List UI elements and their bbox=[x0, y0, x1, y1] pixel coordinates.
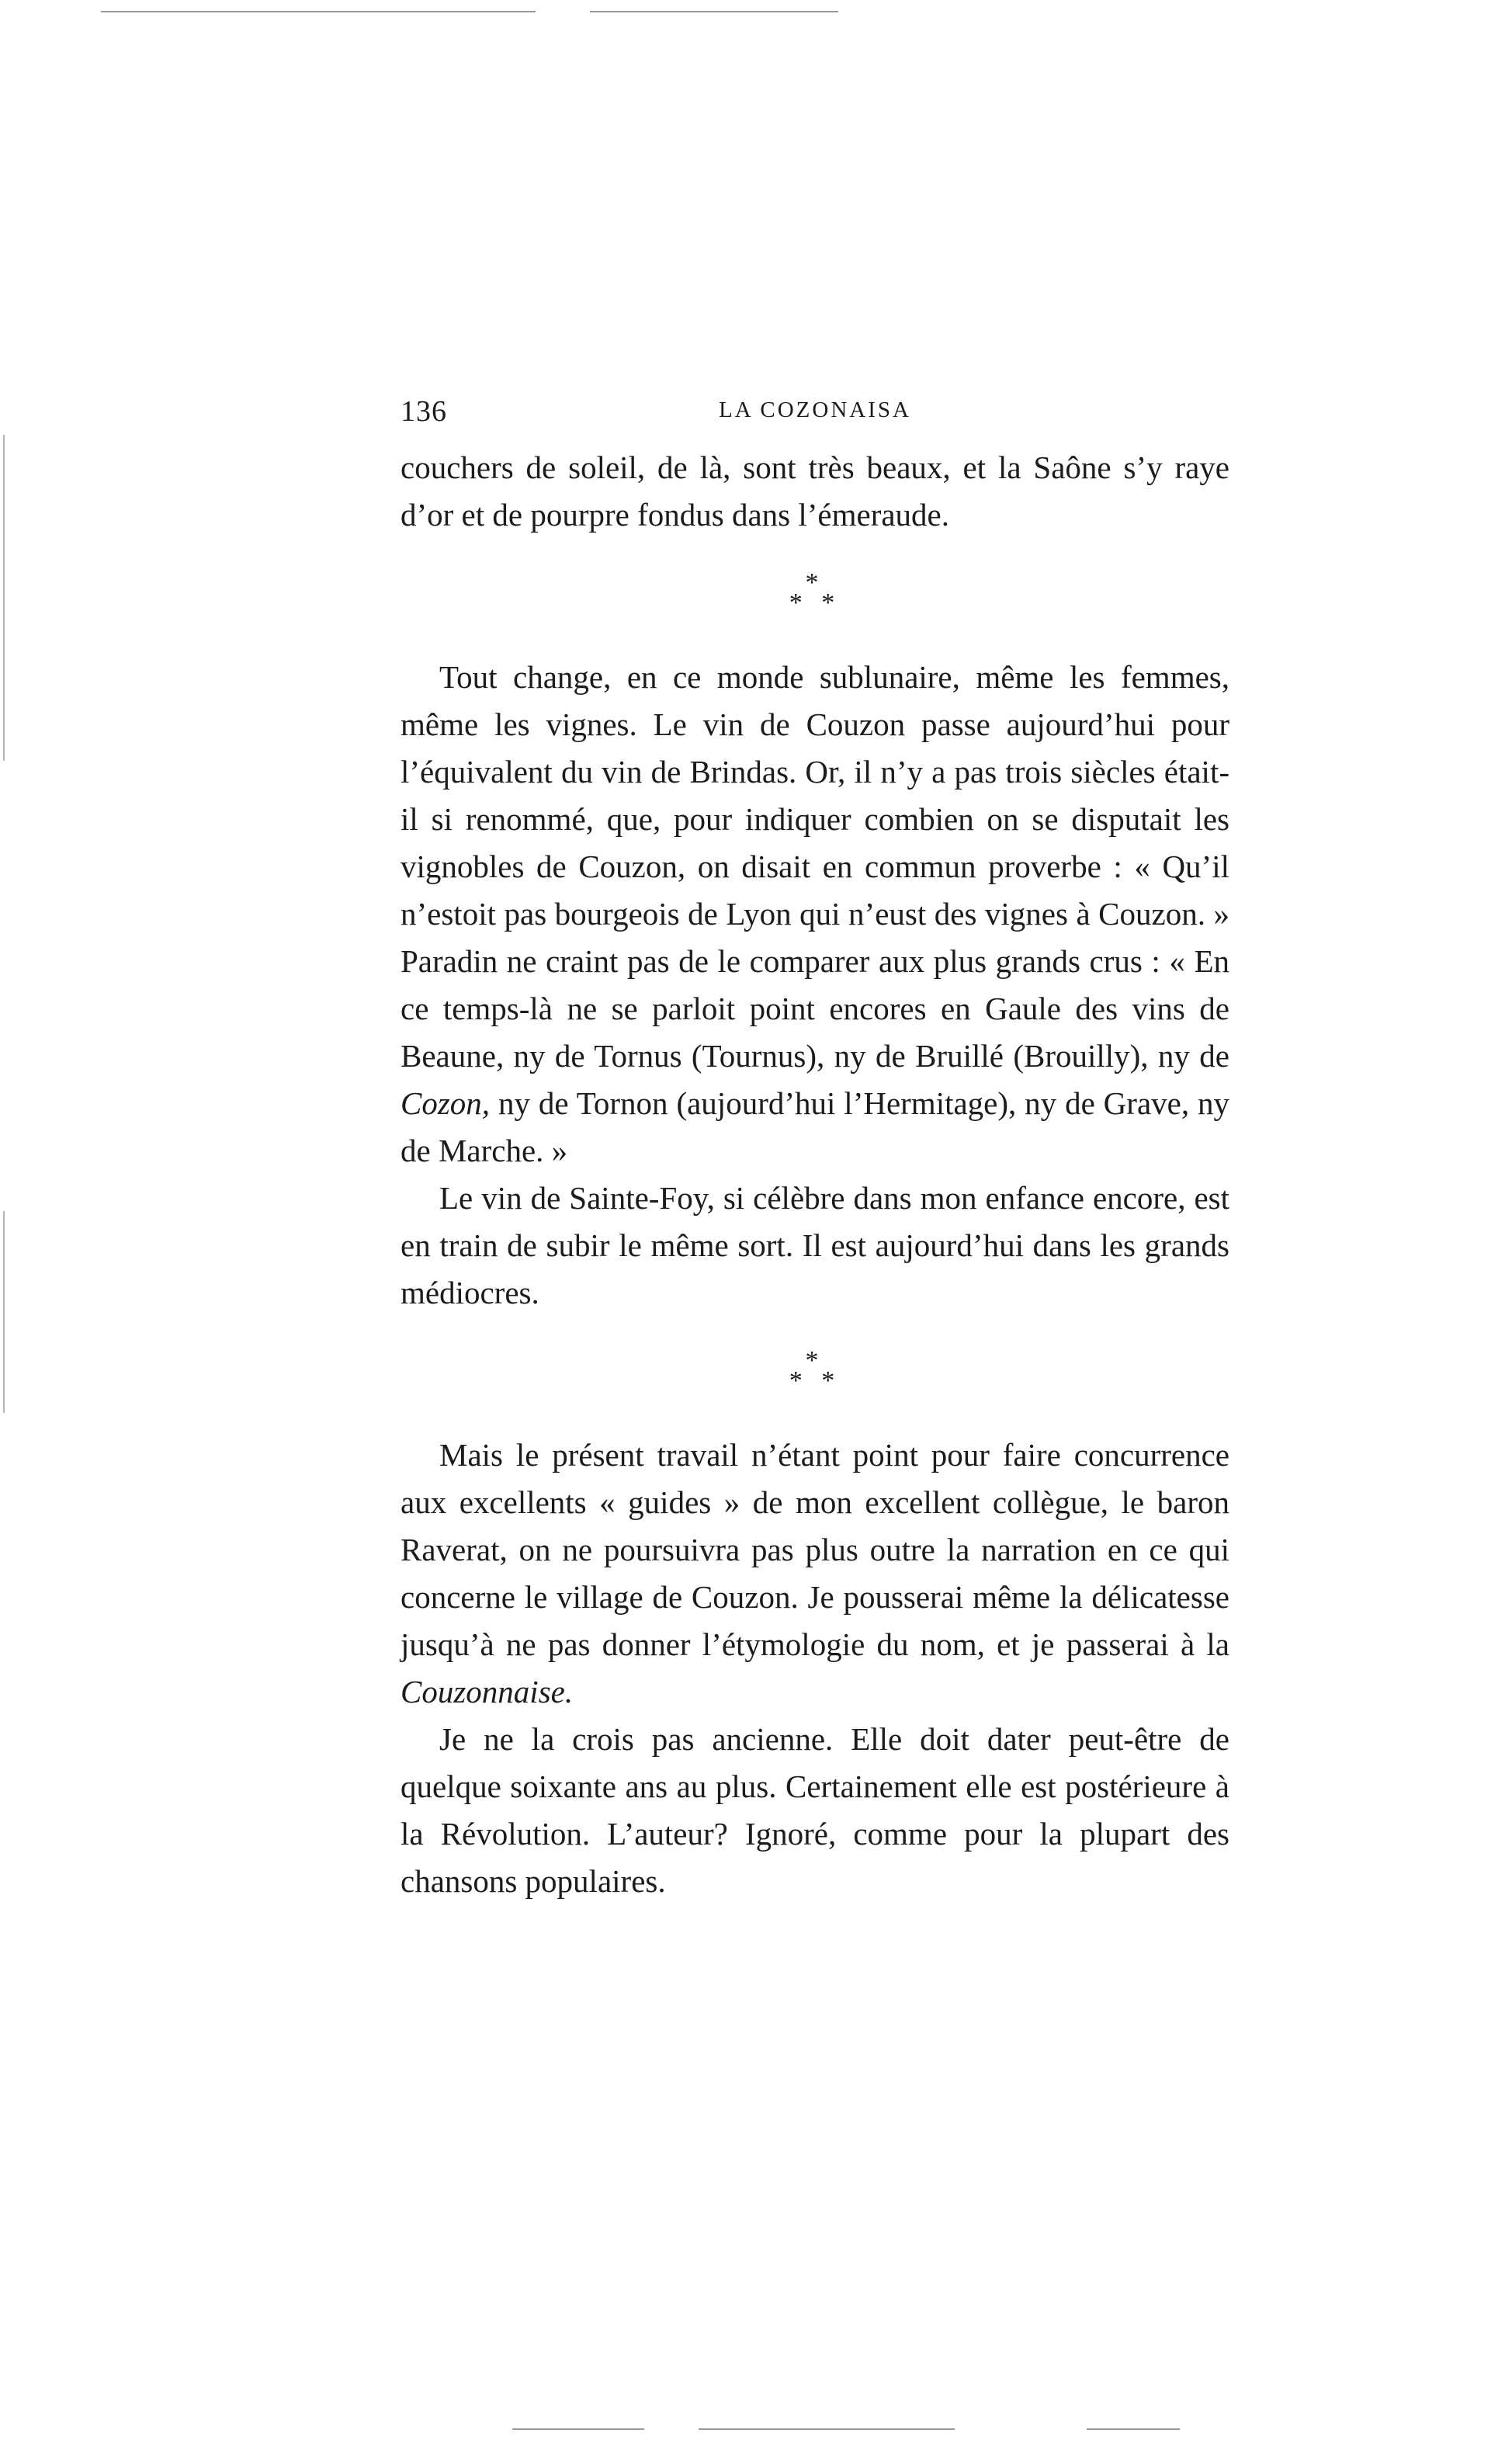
asterism-2-bottom: * * bbox=[789, 1366, 841, 1395]
scan-bottom-rule-3 bbox=[1087, 2428, 1180, 2430]
asterism-1-bottom: * * bbox=[789, 588, 841, 617]
paragraph-4-text: Mais le présent travail n’étant point pour faire concurrence aux excellents « guides » de mon excellent collègue, le baron Raverat, on ne poursuivra pas plus outre la narration en ce qui concerne le village de Couzon. Je pousserai même la délicatesse jusqu’à ne pas donner l’étymologie du nom, et je passerai à la bbox=[401, 1437, 1229, 1662]
paragraph-4 bbox=[401, 1432, 1229, 1716]
asterism-2-top: * bbox=[805, 1346, 825, 1375]
paragraph-4-italic: Couzonnaise. bbox=[401, 1674, 574, 1709]
asterism-1 bbox=[401, 539, 1229, 654]
scan-left-edge bbox=[3, 435, 5, 761]
running-head bbox=[401, 394, 1229, 433]
scan-bottom-rule-2 bbox=[699, 2428, 955, 2430]
paragraph-2 bbox=[401, 654, 1229, 1175]
paragraph-2-italic: Cozon, bbox=[401, 1085, 491, 1121]
paragraph-1: couchers de soleil, de là, sont très beaux, et la Saône s’y raye d’or et de pourpre fondus dans l’émeraude. bbox=[401, 449, 1229, 533]
scan-bottom-rule bbox=[512, 2428, 644, 2430]
scan-left-edge-2 bbox=[3, 1211, 5, 1413]
paragraph-2-text-b: ny de Tornon (aujourd’hui l’Hermitage), ny de Grave, ny de Marche. » bbox=[401, 1085, 1229, 1168]
page-number: 136 bbox=[401, 395, 447, 428]
running-title: LA COZONAISA bbox=[719, 397, 911, 422]
paragraph-3: Le vin de Sainte-Foy, si célèbre dans mon enfance encore, est en train de subir le même sort. Il est aujourd’hui dans les grands médiocres. bbox=[401, 1180, 1229, 1310]
paragraph-2-text-a: Tout change, en ce monde sublunaire, même les femmes, même les vignes. Le vin de Couzon passe aujourd’hui pour l’équivalent du vin de Brindas. Or, il n’y a pas trois siècles était-il si renommé, que, pour indiquer combien on se disputait les vignobles de Couzon, on disait en commun proverbe : « Qu’il n’estoit pas bourgeois de Lyon qui n’eust des vignes à Couzon. » Paradin ne craint pas de le comparer aux plus grands crus : « En ce temps-là ne se parloit point encores en Gaule des vins de Beaune, ny de Tornus (Tournus), ny de Bruillé (Brouilly), ny de bbox=[401, 659, 1229, 1074]
asterism-1-top: * bbox=[805, 568, 825, 597]
asterism-2 bbox=[401, 1317, 1229, 1432]
paragraph-5: Je ne la crois pas ancienne. Elle doit dater peut-être de quelque soixante ans au plus. Certainement elle est postérieure à la Révolution. L’auteur? Ignoré, comme pour la plupart des chansons populaires. bbox=[401, 1721, 1229, 1899]
scan-top-rule bbox=[101, 11, 536, 12]
body-text bbox=[401, 444, 1229, 1905]
scan-top-rule-2 bbox=[590, 11, 838, 12]
